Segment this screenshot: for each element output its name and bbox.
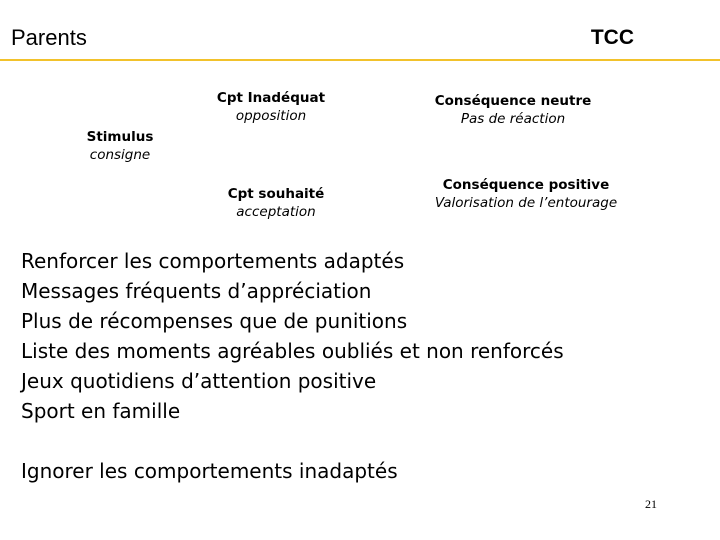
list-item: Liste des moments agréables oubliés et non renforcés bbox=[21, 339, 564, 363]
list-item: Plus de récompenses que de punitions bbox=[21, 309, 408, 333]
header-title-tcc: TCC bbox=[590, 26, 634, 49]
diagram-node-inadequate-behavior bbox=[186, 89, 356, 125]
neutral-sub: Pas de réaction bbox=[460, 111, 566, 127]
list-item: Jeux quotidiens d’attention positive bbox=[21, 369, 377, 393]
diagram-node-desired-behavior bbox=[191, 185, 361, 221]
recommendations-list bbox=[21, 246, 564, 426]
stimulus-sub: consigne bbox=[89, 147, 151, 163]
inadequate-label: Cpt Inadéquat bbox=[216, 90, 326, 106]
list-item: Sport en famille bbox=[21, 399, 181, 423]
list-item: Renforcer les comportements adaptés bbox=[21, 249, 405, 273]
positive-sub: Valorisation de l’entourage bbox=[434, 195, 618, 211]
positive-label: Conséquence positive bbox=[442, 177, 610, 193]
page-number: 21 bbox=[645, 497, 657, 511]
diagram-node-stimulus bbox=[60, 128, 180, 164]
stimulus-label: Stimulus bbox=[86, 129, 154, 145]
header-divider bbox=[0, 59, 720, 61]
inadequate-sub: opposition bbox=[235, 108, 307, 124]
header-title-parents: Parents bbox=[11, 25, 87, 50]
list-item: Messages fréquents d’appréciation bbox=[21, 279, 372, 303]
ignore-behaviors-line: Ignorer les comportements inadaptés bbox=[21, 459, 398, 483]
neutral-label: Conséquence neutre bbox=[434, 93, 592, 109]
diagram-node-neutral-consequence bbox=[413, 92, 613, 128]
desired-sub: acceptation bbox=[236, 204, 316, 220]
desired-label: Cpt souhaité bbox=[227, 186, 325, 202]
diagram-node-positive-consequence bbox=[406, 176, 646, 212]
